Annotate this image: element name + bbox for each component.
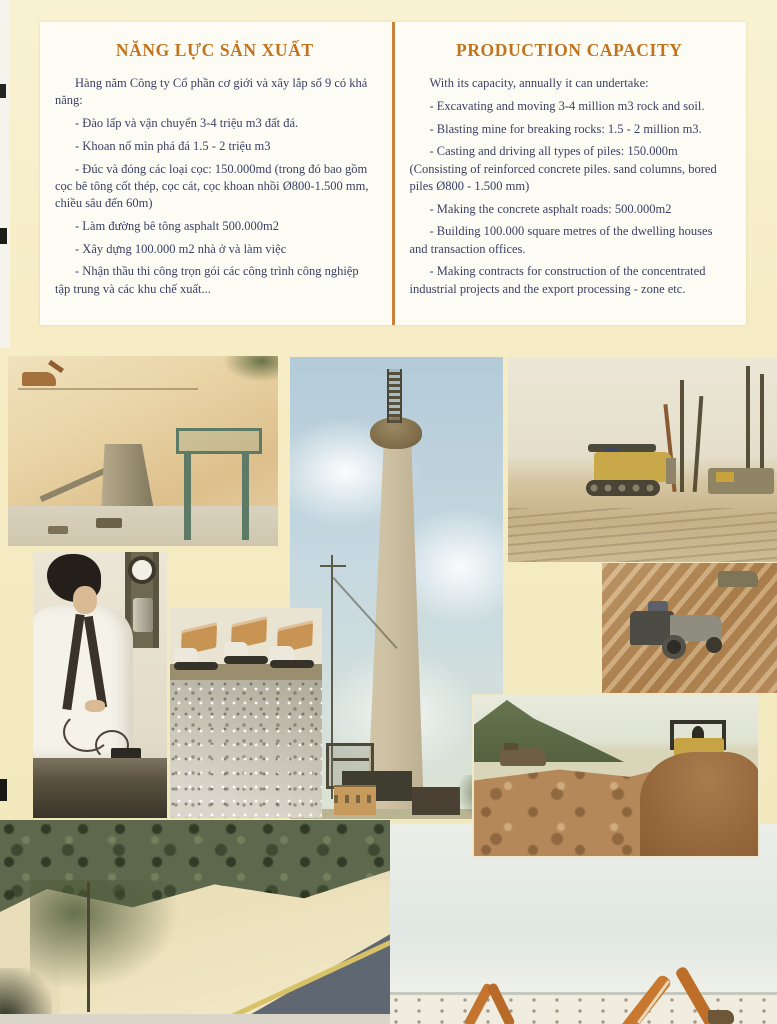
dump-truck (268, 624, 320, 670)
quarry-excavator (22, 372, 56, 386)
capacity-text-panel (40, 22, 746, 325)
chimney-scaffold (387, 369, 402, 423)
background-machine (718, 571, 758, 587)
scraper-wheel (662, 635, 686, 659)
earthmover (500, 748, 546, 766)
gravel-field (170, 680, 322, 818)
utility-pole (87, 882, 90, 1012)
power-pole-crossarm (320, 565, 346, 567)
vn-item-5: - Xây dựng 100.000 m2 nhà ở và làm việc (75, 241, 287, 256)
scan-artifact-strip (0, 0, 10, 348)
scraper-wheel (706, 637, 722, 653)
bulldozer-body (594, 452, 672, 482)
quarry-bushes (223, 356, 278, 382)
vn-item-4: - Làm đường bê tông asphalt 500.000m2 (75, 218, 279, 233)
truck-wheels (270, 660, 314, 668)
en-item-6: - Making contracts for construction of the concentrated industrial projects and the export processing - zone etc. (409, 264, 706, 296)
test-specimen-cylinder (133, 598, 153, 632)
vn-item-6: - Nhận thầu thi công trọn gói các công trình công nghiệp tập trung và các khu chế xuất... (55, 264, 359, 296)
photo-embankment-road (0, 820, 390, 1024)
english-intro: With its capacity, annually it can undertake: (429, 76, 649, 90)
en-item-3: - Casting and driving all types of piles: 150.000m (Consisting of reinforced concrete piles. sand columns, bored piles Ø800 - 1.500 mm) (409, 144, 717, 193)
truck-wheels (224, 656, 268, 664)
quarry-bench-line (18, 388, 198, 390)
quarry-gantry-crane (176, 428, 262, 540)
technician-hand (85, 700, 105, 712)
technician-face (73, 586, 97, 614)
photo-dozer-hill (472, 694, 760, 858)
en-item-2: - Blasting mine for breaking rocks: 1.5 - 2 million m3. (429, 121, 702, 136)
photo-lab-technician (33, 552, 167, 818)
bulldozer-canopy (588, 444, 656, 452)
vietnamese-intro: Hàng năm Công ty Cổ phần cơ giới và xây lắp số 9 có khả năng: (55, 76, 368, 108)
bushes (30, 880, 180, 990)
vn-item-1: - Đào lấp và vận chuyển 3-4 triệu m3 đất đá. (75, 116, 299, 130)
vn-item-3: - Đúc và đóng các loại cọc: 150.000md (trong đó bao gồm cọc bê tông cốt thép, cọc cát, cọc khoan nhồi Ø800-1.500 mm, chiều sâu đến 60m) (55, 161, 369, 210)
photo-dump-trucks (170, 608, 322, 818)
front-mound (640, 752, 760, 858)
photo-quarry (8, 356, 278, 546)
test-machine-gauge (128, 556, 156, 584)
vietnamese-column (40, 22, 392, 325)
quarry-truck (48, 526, 68, 534)
gantry-leg (242, 452, 249, 540)
pile-rig-base (708, 468, 774, 494)
english-title: PRODUCTION CAPACITY (456, 40, 683, 60)
photo-piling-rigs (508, 358, 777, 562)
en-item-4: - Making the concrete asphalt roads: 500.000m2 (429, 201, 672, 216)
quarry-truck (96, 518, 122, 528)
scan-artifact (0, 228, 7, 244)
bulldozer-blade (666, 458, 676, 484)
english-column (395, 22, 747, 325)
scan-artifact-bottom (0, 1014, 390, 1024)
excavator-bucket (708, 1010, 734, 1024)
vn-item-2: - Khoan nổ mìn phá đá 1.5 - 2 triệu m3 (75, 138, 271, 153)
en-item-1: - Excavating and moving 3-4 million m3 rock and soil. (429, 98, 705, 113)
truck-wheels (174, 662, 218, 670)
pile-rig-mast (680, 380, 684, 492)
scan-artifact (0, 84, 6, 98)
orange-building (334, 785, 376, 815)
gantry-beam (176, 428, 262, 454)
bulldozer-track (586, 480, 660, 496)
en-item-5: - Building 100.000 square metres of the dwelling houses and transaction offices. (409, 224, 713, 256)
dump-truck (222, 620, 274, 666)
photo-scraper (602, 563, 777, 693)
pile-rig-mast (693, 396, 704, 492)
vietnamese-title: NĂNG LỰC SẢN XUẤT (115, 40, 314, 60)
scan-artifact (0, 779, 7, 801)
dump-truck (172, 626, 224, 672)
dark-building (412, 787, 460, 815)
work-bench (33, 758, 167, 818)
gantry-leg (184, 452, 191, 540)
ground-striations (508, 508, 777, 562)
